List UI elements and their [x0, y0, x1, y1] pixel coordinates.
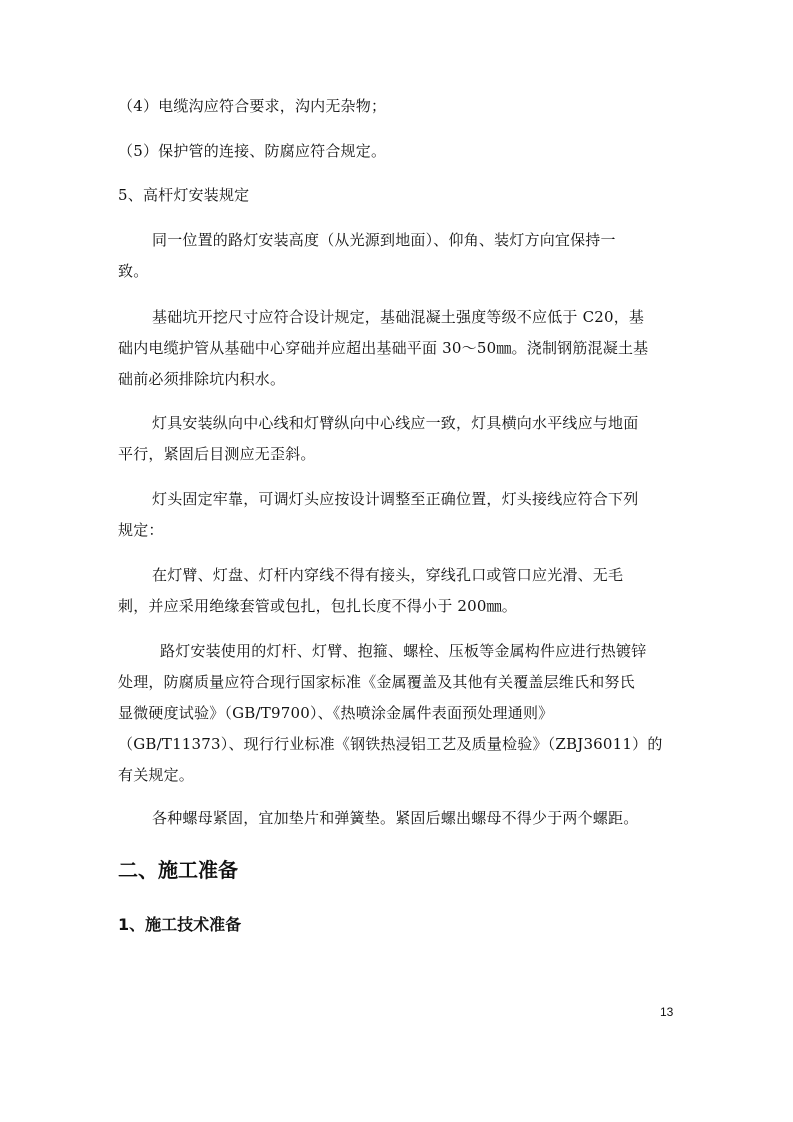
subsection-heading: 1、施工技术准备	[118, 915, 242, 934]
paragraph-line: 平行，紧固后目测应无歪斜。	[118, 445, 316, 463]
paragraph-line: 础内电缆护管从基础中心穿础并应超出基础平面 30～50㎜。浇制钢筋混凝土基	[118, 339, 649, 357]
paragraph-line: 致。	[118, 262, 149, 280]
paragraph-line: 础前必须排除坑内积水。	[118, 370, 286, 388]
section-heading: 二、施工准备	[118, 858, 238, 882]
paragraph-line: 在灯臂、灯盘、灯杆内穿线不得有接头，穿线孔口或管口应光滑、无毛	[152, 566, 624, 584]
paragraph-line: 处理，防腐质量应符合现行国家标准《金属覆盖及其他有关覆盖层维氏和努氏	[118, 673, 635, 691]
paragraph-line: 路灯安装使用的灯杆、灯臂、抱箍、螺栓、压板等金属构件应进行热镀锌	[160, 642, 647, 660]
paragraph-line: 有关规定。	[118, 766, 195, 784]
list-item-4: （4）电缆沟应符合要求，沟内无杂物；	[118, 97, 387, 115]
paragraph-line: 灯头固定牢靠，可调灯头应按设计调整至正确位置，灯头接线应符合下列	[152, 490, 639, 508]
list-item-5: （5）保护管的连接、防腐应符合规定。	[118, 142, 387, 160]
paragraph-line: （GB/T11373）、现行行业标准《钢铁热浸铝工艺及质量检验》（ZBJ36011）的	[118, 735, 663, 753]
section-heading-5: 5、高杆灯安装规定	[118, 186, 250, 204]
paragraph-line: 灯具安装纵向中心线和灯臂纵向中心线应一致，灯具横向水平线应与地面	[152, 414, 639, 432]
paragraph-line: 各种螺母紧固，宜加垫片和弹簧垫。紧固后螺出螺母不得少于两个螺距。	[152, 809, 639, 827]
paragraph-line: 规定：	[118, 521, 164, 539]
paragraph-line: 基础坑开挖尺寸应符合设计规定，基础混凝土强度等级不应低于 C20，基	[152, 308, 645, 326]
paragraph-line: 同一位置的路灯安装高度（从光源到地面）、仰角、装灯方向宜保持一	[152, 231, 616, 249]
page-number: 13	[660, 1005, 674, 1019]
paragraph-line: 刺，并应采用绝缘套管或包扎，包扎长度不得小于 200㎜。	[118, 597, 518, 615]
paragraph-line: 显微硬度试验》（GB/T9700）、《热喷涂金属件表面预处理通则》	[118, 704, 554, 722]
